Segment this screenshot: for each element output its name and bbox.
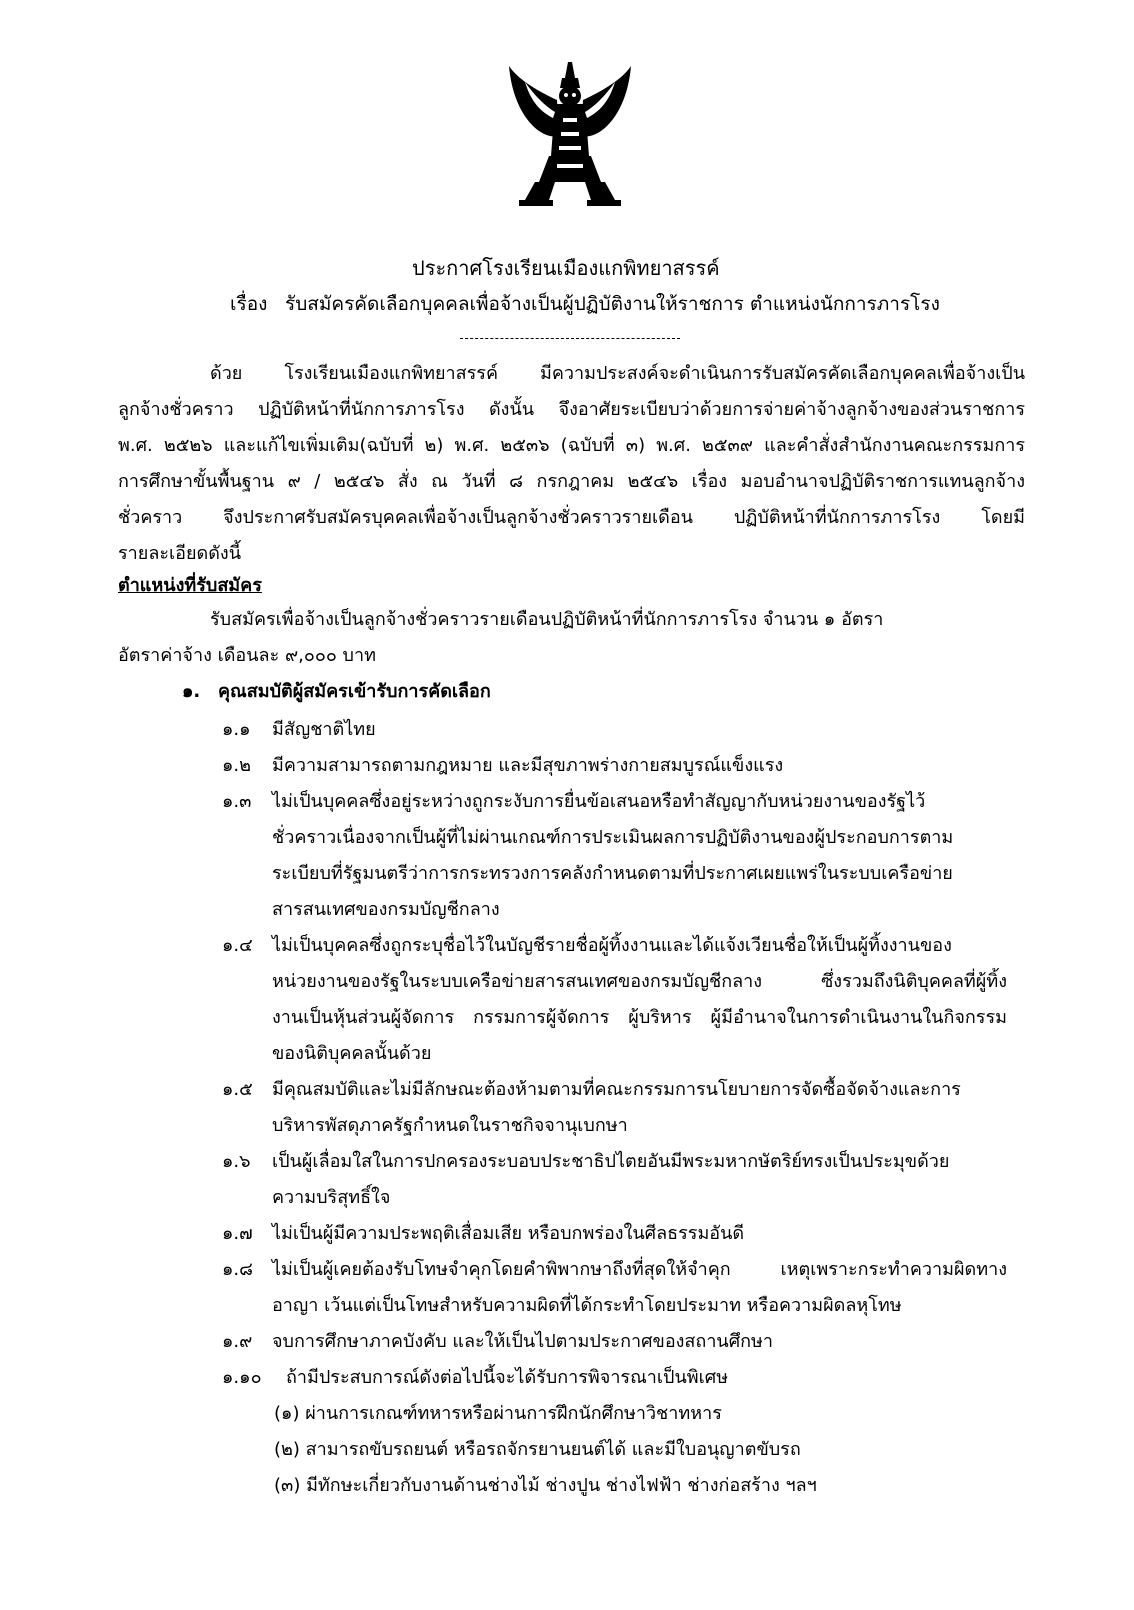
- intro-line-5: ชั่วคราว จึงประกาศรับสมัครบุคคลเพื่อจ้างเป็นลูกจ้างชั่วคราวรายเดือน ปฏิบัติหน้าที่นักการภารโรง โดยมี: [118, 507, 1025, 528]
- item-text: ของนิติบุคคลนั้นด้วย: [272, 1043, 432, 1064]
- item-text: ไม่เป็นผู้มีความประพฤติเสื่อมเสีย หรือบกพร่องในศีลธรรมอันดี: [272, 1223, 745, 1244]
- item-number: ๑.๘: [222, 1259, 254, 1280]
- item-text: ไม่เป็นบุคคลซึ่งถูกระบุชื่อไว้ในบัญชีรายชื่อผู้ทิ้งงานและได้แจ้งเวียนชื่อให้เป็นผู้ทิ้งงานของ: [272, 935, 952, 956]
- section-1-number: ๑.: [182, 681, 201, 702]
- item-text: บริหารพัสดุภาครัฐกำหนดในราชกิจจานุเบกษา: [272, 1115, 628, 1136]
- position-line-2: อัตราค่าจ้าง เดือนละ ๙,๐๐๐ บาท: [118, 645, 376, 666]
- page-title: ประกาศโรงเรียนเมืองแกพิทยาสรรค์: [412, 256, 720, 280]
- item-text: ไม่เป็นผู้เคยต้องรับโทษจำคุกโดยคำพิพากษาถึงที่สุดให้จำคุก เหตุเพราะกระทำความผิดทาง: [272, 1259, 1007, 1280]
- item-number: ๑.๕: [222, 1079, 253, 1100]
- sub-item: (๑) ผ่านการเกณฑ์ทหารหรือผ่านการฝึกนักศึกษาวิชาทหาร: [274, 1403, 722, 1424]
- garuda-emblem-icon: [505, 60, 635, 210]
- sub-item: (๒) สามารถขับรถยนต์ หรือรถจักรยานยนต์ได้ และมีใบอนุญาตขับรถ: [274, 1439, 801, 1460]
- item-text: ถ้ามีประสบการณ์ดังต่อไปนี้จะได้รับการพิจารณาเป็นพิเศษ: [286, 1367, 729, 1388]
- item-number: ๑.๑: [222, 719, 251, 740]
- intro-line-1: ด้วย โรงเรียนเมืองแกพิทยาสรรค์ มีความประสงค์จะดำเนินการรับสมัครคัดเลือกบุคคลเพื่อจ้างเป็น: [210, 363, 1025, 384]
- item-text: มีสัญชาติไทย: [272, 719, 376, 740]
- item-text: ไม่เป็นบุคคลซึ่งอยู่ระหว่างถูกระงับการยื่นข้อเสนอหรือทำสัญญากับหน่วยงานของรัฐไว้: [272, 791, 926, 812]
- item-number: ๑.๒: [222, 755, 252, 776]
- item-text: มีความสามารถตามกฎหมาย และมีสุขภาพร่างกายสมบูรณ์แข็งแรง: [272, 755, 784, 776]
- item-number: ๑.๙: [222, 1331, 253, 1352]
- item-number: ๑.๔: [222, 935, 253, 956]
- position-line-1: รับสมัครเพื่อจ้างเป็นลูกจ้างชั่วคราวรายเดือนปฏิบัติหน้าที่นักการภารโรง จำนวน ๑ อัตรา: [210, 609, 884, 630]
- sub-item: (๓) มีทักษะเกี่ยวกับงานด้านช่างไม้ ช่างปูน ช่างไฟฟ้า ช่างก่อสร้าง ฯลฯ: [274, 1475, 817, 1496]
- section-1-heading: คุณสมบัติผู้สมัครเข้ารับการคัดเลือก: [218, 681, 491, 702]
- subject-text: รับสมัครคัดเลือกบุคคลเพื่อจ้างเป็นผู้ปฏิบัติงานให้ราชการ ตำแหน่งนักการภารโรง: [285, 293, 940, 315]
- item-text: สารสนเทศของกรมบัญชีกลาง: [272, 899, 500, 920]
- item-text: ความบริสุทธิ์ใจ: [272, 1187, 391, 1208]
- item-number: ๑.๑๐: [222, 1367, 262, 1388]
- item-text: ระเบียบที่รัฐมนตรีว่าการกระทรวงการคลังกำหนดตามที่ประกาศเผยแพร่ในระบบเครือข่าย: [272, 863, 953, 884]
- subject-label: เรื่อง: [230, 293, 268, 315]
- intro-line-6: รายละเอียดดังนี้: [118, 543, 242, 564]
- item-text: เป็นผู้เลื่อมใสในการปกครองระบอบประชาธิปไตยอันมีพระมหากษัตริย์ทรงเป็นประมุขด้วย: [272, 1151, 950, 1172]
- intro-line-2: ลูกจ้างชั่วคราว ปฏิบัติหน้าที่นักการภารโรง ดังนั้น จึงอาศัยระเบียบว่าด้วยการจ่ายค่าจ้างลูกจ้างของส่วนราชการ: [118, 399, 1025, 420]
- intro-line-4: การศึกษาขั้นพื้นฐาน ๙ / ๒๕๔๖ สั่ง ณ วันที่ ๘ กรกฎาคม ๒๕๔๖ เรื่อง มอบอำนาจปฏิบัติราชการแทนลูกจ้าง: [118, 471, 1025, 492]
- item-text: ชั่วคราวเนื่องจากเป็นผู้ที่ไม่ผ่านเกณฑ์การประเมินผลการปฏิบัติงานของผู้ประกอบการตาม: [272, 827, 954, 848]
- item-text: อาญา เว้นแต่เป็นโทษสำหรับความผิดที่ได้กระทำโดยประมาท หรือความผิดลหุโทษ: [272, 1295, 902, 1316]
- position-heading: ตำแหน่งที่รับสมัคร: [118, 575, 262, 596]
- item-text: หน่วยงานของรัฐในระบบเครือข่ายสารสนเทศของกรมบัญชีกลาง ซึ่งรวมถึงนิติบุคคลที่ผู้ทิ้ง: [272, 971, 1007, 992]
- item-text: งานเป็นหุ้นส่วนผู้จัดการ กรรมการผู้จัดการ ผู้บริหาร ผู้มีอำนาจในการดำเนินงานในกิจกรรม: [272, 1007, 1007, 1028]
- intro-line-3: พ.ศ. ๒๕๒๖ และแก้ไขเพิ่มเติม(ฉบับที่ ๒) พ.ศ. ๒๕๓๖ (ฉบับที่ ๓) พ.ศ. ๒๕๓๙ และคำสั่งสำนักงานคณะกรรมการ: [118, 435, 1025, 456]
- item-text: จบการศึกษาภาคบังคับ และให้เป็นไปตามประกาศของสถานศึกษา: [272, 1331, 774, 1352]
- header-separator: [460, 338, 680, 339]
- item-number: ๑.๗: [222, 1223, 253, 1244]
- item-number: ๑.๖: [222, 1151, 251, 1172]
- item-text: มีคุณสมบัติและไม่มีลักษณะต้องห้ามตามที่คณะกรรมการนโยบายการจัดซื้อจัดจ้างและการ: [272, 1079, 961, 1100]
- item-number: ๑.๓: [222, 791, 252, 812]
